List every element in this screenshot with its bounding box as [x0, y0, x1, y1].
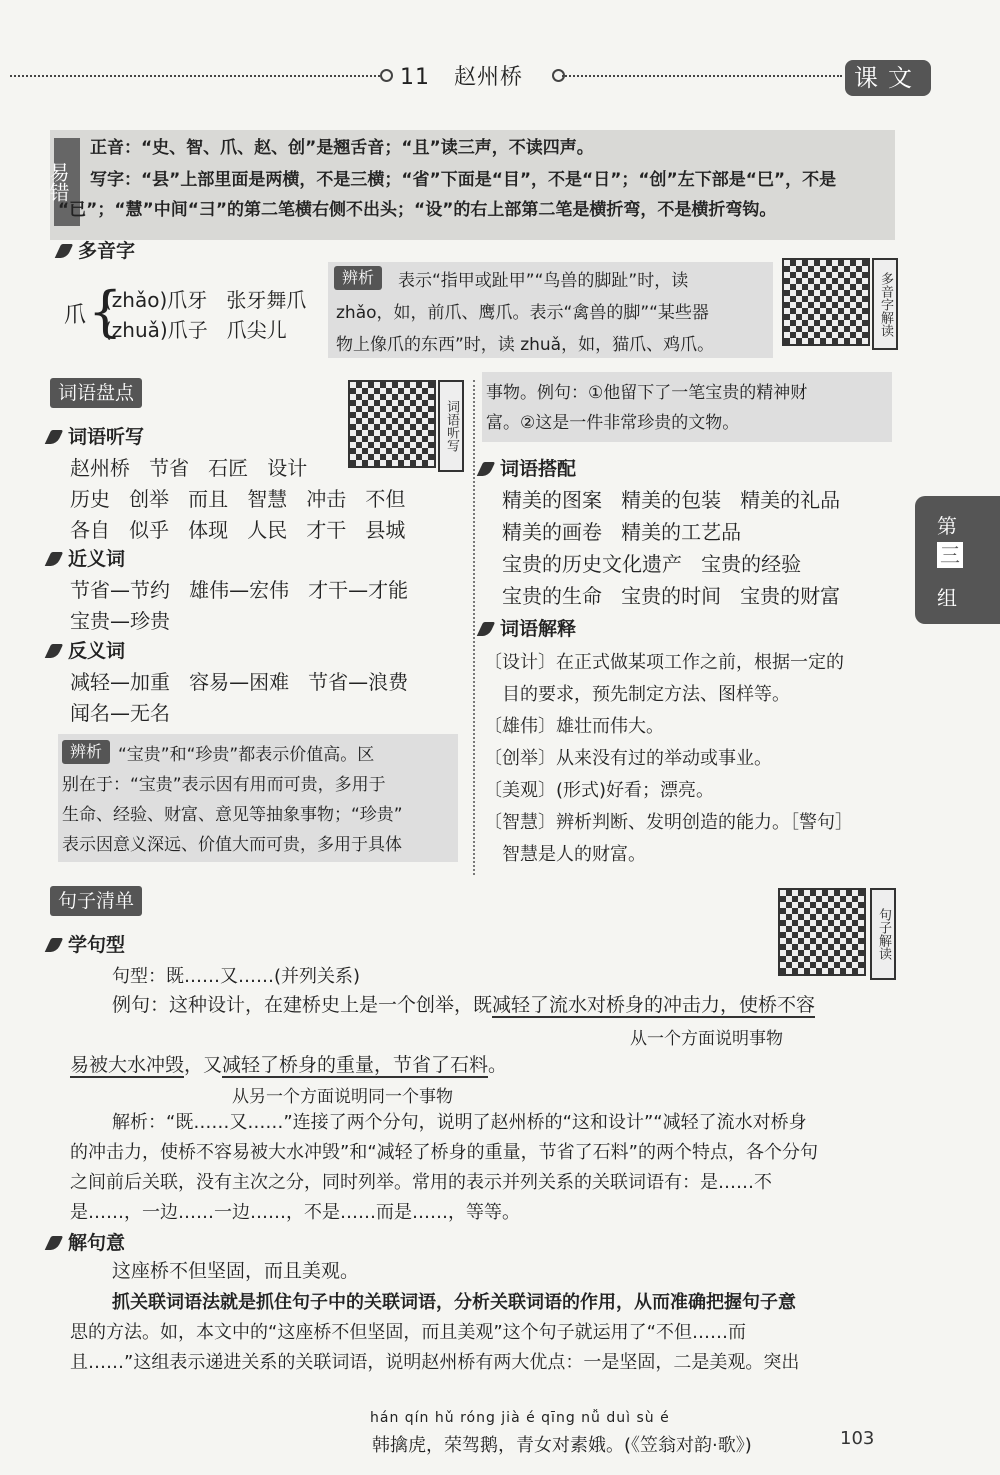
example-line2: 易被大水冲毁，又减轻了桥身的重量，节省了石料。 — [70, 1054, 508, 1076]
words-analysis-cont-l1: 事物。例句：①他留下了一笔宝贵的精神财 — [486, 383, 808, 403]
easy-mistakes-line3: “已”；“慧”中间“彐”的第二笔横右侧不出头；“设”的右上部第二笔是横折弯，不是横折弯钩。 — [58, 200, 777, 220]
explain-line: 〔雄伟〕雄壮而伟大。 — [484, 716, 664, 737]
header-rule-right — [562, 75, 842, 77]
polyphone-analysis-l3: 物上像爪的东西”时，读 zhuǎ，如，猫爪、鸡爪。 — [336, 335, 715, 355]
dictation-row: 各自 似乎 体现 人民 才干 县城 — [70, 518, 406, 542]
easy-mistakes-label: 易错 — [54, 138, 80, 226]
explain-line: 〔美观〕(形式)好看；漂亮。 — [484, 780, 715, 801]
section-tab-kewen: 课文 — [845, 60, 931, 96]
pen-icon — [55, 244, 74, 258]
antonym-heading: 反义词 — [48, 636, 125, 663]
side-tab-line: 组 — [937, 586, 957, 610]
easy-mistakes-line2: 写字：“县”上部里面是两横，不是三横；“省”下面是“目”，不是“日”；“创”左下部是“巳”，不是 — [90, 170, 837, 190]
side-tab-line: 三 — [937, 542, 963, 568]
antonym-row: 减轻—加重 容易—困难 节省—浪费 — [70, 670, 409, 694]
polyphone-reading2: (zhuǎ)爪子 爪尖儿 — [104, 318, 287, 342]
collocation-row: 宝贵的历史文化遗产 宝贵的经验 — [502, 552, 802, 576]
polyphone-analysis-tag: 辨析 — [334, 266, 382, 290]
pattern-text: 句型：既……又……(并列关系) — [112, 966, 361, 987]
meaning-line: 抓关联词语法就是抓住句子中的关联词语，分析关联词语的作用，从而准确把握句子意 — [112, 1292, 796, 1313]
qr-label-words: 词语听写 — [438, 380, 464, 472]
dictation-heading: 词语听写 — [48, 422, 144, 449]
dictation-row: 历史 创举 而且 智慧 冲击 不但 — [70, 487, 406, 511]
polyphone-reading1: (zhǎo)爪牙 张牙舞爪 — [104, 288, 307, 312]
pen-icon — [45, 1236, 64, 1250]
lesson-title: 11 赵州桥 — [400, 65, 523, 90]
pen-icon — [45, 938, 64, 952]
sentence-analysis-line: 解析：“既……又……”连接了两个分句，说明了赵州桥的“这和设计”“减轻了流水对桥身 — [112, 1112, 807, 1133]
footer-pinyin: hán qín hǔ róng jià é qīng nǚ duì sù é — [370, 1410, 670, 1426]
polyphone-heading: 多音字 — [58, 236, 135, 263]
footer-verse: 韩擒虎，荣驾鹅，青女对素娥。(《笠翁对韵·歌》) — [372, 1435, 752, 1456]
synonym-heading: 近义词 — [48, 544, 125, 571]
words-analysis-cont-l2: 富。②这是一件非常珍贵的文物。 — [486, 413, 740, 433]
meaning-line: 思的方法。如，本文中的“这座桥不但坚固，而且美观”这个句子就运用了“不但……而 — [70, 1322, 746, 1343]
pen-icon — [45, 644, 64, 658]
synonym-row: 宝贵—珍贵 — [70, 609, 170, 633]
page-number: 103 — [840, 1428, 875, 1449]
qr-code-icon[interactable] — [782, 258, 870, 346]
pen-icon — [477, 622, 496, 636]
explain-line: 智慧是人的财富。 — [502, 844, 646, 865]
collocation-row: 宝贵的生命 宝贵的时间 宝贵的财富 — [502, 584, 841, 608]
polyphone-char: 爪 — [64, 303, 87, 328]
example-line1: 例句：这种设计，在建桥史上是一个创举，既减轻了流水对桥身的冲击力，使桥不容 — [112, 994, 816, 1016]
sentences-section-tag: 句子清单 — [50, 886, 142, 916]
example-note2: 从另一个方面说明同一个事物 — [232, 1087, 453, 1107]
example-note1: 从一个方面说明事物 — [630, 1029, 783, 1049]
column-divider — [473, 380, 475, 875]
explain-line: 〔设计〕在正式做某项工作之前，根据一定的 — [484, 652, 844, 673]
explain-line: 目的要求，预先制定方法、图样等。 — [502, 684, 790, 705]
qr-label-sentences: 句子解读 — [870, 888, 896, 980]
antonym-row: 闻名—无名 — [70, 701, 170, 725]
explain-line: 〔创举〕从来没有过的举动或事业。 — [484, 748, 772, 769]
sentence-analysis-line: 的冲击力，使桥不容易被大水冲毁”和“减轻了桥身的重量，节省了石料”的两个特点，各个分句 — [70, 1142, 818, 1163]
explain-line: 〔智慧〕辨析判断、发明创造的能力。［警句］ — [484, 812, 853, 833]
pen-icon — [45, 552, 64, 566]
meaning-line: 且……”这组表示递进关系的关联词语，说明赵州桥有两大优点：一是坚固，二是美观。突出 — [70, 1352, 800, 1373]
meaning-heading: 解句意 — [48, 1228, 125, 1255]
sentence-analysis-line: 之间前后关联，没有主次之分，同时列举。常用的表示并列关系的关联词语有：是……不 — [70, 1172, 772, 1193]
easy-mistakes-line1: 正音：“史、智、爪、赵、创”是翘舌音；“且”读三声，不读四声。 — [90, 138, 594, 158]
polyphone-analysis-l1: 表示“指甲或趾甲”“鸟兽的脚趾”时，读 — [398, 271, 689, 291]
brace-icon: { — [88, 280, 123, 343]
qr-code-icon[interactable] — [778, 888, 866, 976]
explain-heading: 词语解释 — [480, 614, 576, 641]
polyphone-analysis-l2: zhǎo，如，前爪、鹰爪。表示“禽兽的脚”“某些器 — [336, 303, 709, 323]
words-analysis-l4: 表示因意义深远、价值大而可贵，多用于具体 — [62, 835, 402, 855]
header-dot-left — [380, 69, 393, 82]
pen-icon — [45, 430, 64, 444]
words-section-tag: 词语盘点 — [50, 378, 142, 408]
words-analysis-l2: 别在于：“宝贵”表示因有用而可贵，多用于 — [62, 775, 386, 795]
unit-side-tab — [915, 496, 1000, 624]
sentence-analysis-line: 是……，一边……一边……，不是……而是……，等等。 — [70, 1202, 520, 1223]
collocation-row: 精美的画卷 精美的工艺品 — [502, 520, 742, 544]
words-analysis-l3: 生命、经验、财富、意见等抽象事物；“珍贵” — [62, 805, 403, 825]
pattern-heading: 学句型 — [48, 930, 125, 957]
dictation-row: 赵州桥 节省 石匠 设计 — [70, 456, 308, 480]
meaning-sentence: 这座桥不但坚固，而且美观。 — [112, 1260, 360, 1282]
collocation-row: 精美的图案 精美的包装 精美的礼品 — [502, 488, 841, 512]
pen-icon — [477, 462, 496, 476]
words-analysis-l1: “宝贵”和“珍贵”都表示价值高。区 — [118, 745, 375, 765]
synonym-row: 节省—节约 雄伟—宏伟 才干—才能 — [70, 578, 409, 602]
qr-code-icon[interactable] — [348, 380, 436, 468]
side-tab-line: 第 — [937, 514, 957, 538]
qr-label-polyphone: 多音字解读 — [872, 258, 898, 350]
header-rule-left — [10, 75, 388, 77]
words-analysis-tag: 辨析 — [62, 740, 110, 764]
collocation-heading: 词语搭配 — [480, 454, 576, 481]
